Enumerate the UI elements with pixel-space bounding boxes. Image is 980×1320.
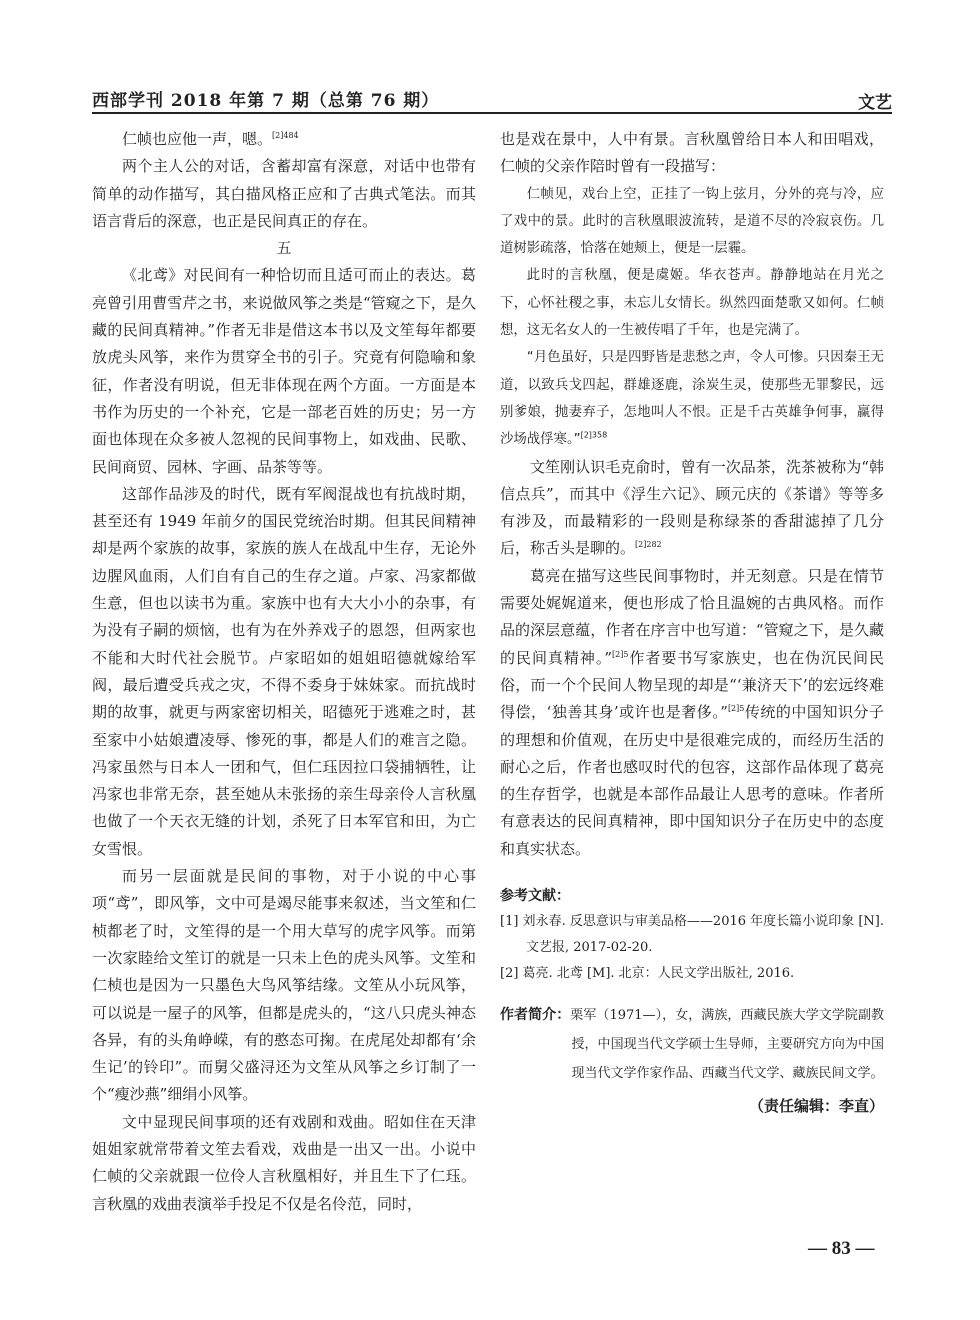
running-header	[92, 86, 892, 113]
paragraph: 也是戏在景中，人中有景。言秋凰曾给日本人和田唱戏，仁帧的父亲作陪时曾有一段描写：	[500, 130, 884, 176]
left-column	[92, 126, 476, 1218]
section-label: 文艺	[858, 93, 892, 113]
citation: [2]5	[727, 704, 745, 714]
paragraph: 而另一层面就是民间的事物，对于小说的中心事项“鸢”，即风筝，文中可是竭尽能事来叙述，当文笙和仁桢都老了时，文笙得的是一个用大草写的虎字风筝。而第一次家睦给文笙订的就是一只未上色的虎头风筝。文笙和仁桢也是因为一只墨色大鸟风筝结缘。文笙从小玩风筝，可以说是一屋子的风筝，但都是虎头的，“这八只虎头神态各异，有的头角峥嵘，有的憨态可掬。在虎尾处却都有‘余生记’的铃印”。而舅父盛浔还为文笙从风筝之乡订制了一个“瘦沙燕”细绢小风筝。	[92, 867, 476, 1104]
page-number: — 83 —	[808, 1238, 875, 1259]
header-rule	[92, 112, 892, 114]
citation: [2]358	[580, 430, 608, 440]
block-quote: “月色虽好，只是四野皆是悲愁之声，令人可惨。只因秦王无道，以致兵戈四起，群雄逐鹿，涂炭生灵，使那些无罪黎民，远别爹娘，抛妻弃子，怎地叫人不恨。正是千古英雄争何事，赢得沙场战俘寒。”$^{[2]358}$	[500, 350, 884, 448]
block-quote: 此时的言秋凰，便是虞姬。华衣苍声。静静地站在月光之下，心怀社稷之事，未忘儿女情长。纵然四面楚歌又如何。仁帧想，这无名女人的一生被传唱了千年，也是完满了。	[500, 268, 884, 339]
citation: [2]5	[611, 649, 629, 659]
journal-title: 西部学刊 2018 年第 7 期（总第 76 期）	[92, 91, 440, 111]
author-label: 作者简介：	[500, 1007, 571, 1024]
paragraph: 《北鸢》对民间有一种恰切而且适可而止的表达。葛亮曾引用曹雪芹之书，来说做风筝之类是“管窥之下，是久藏的民间真精神。”作者无非是借这本书以及文笙每年都要放虎头风筝，来作为贯穿全书的引子。究竟有何隐喻和象征，作者没有明说，但无非体现在两个方面。一方面是本书作为历史的一个补充，它是一部老百姓的历史；另一方面也体现在众多被人忽视的民间事物上，如戏曲、民歌、民间商贸、园林、字画、品茶等等。	[92, 266, 476, 476]
reference-item: [2] 葛亮. 北鸢 [M]. 北京：人民文学出版社, 2016.	[500, 966, 795, 982]
block-quote: 仁帧见，戏台上空，正挂了一钩上弦月，分外的亮与冷，应了戏中的景。此时的言秋凰眼波流转，是道不尽的冷寂哀伤。几道树影疏落，恰落在她颊上，便是一层霾。	[500, 186, 884, 257]
section-heading: 五	[276, 239, 292, 258]
references-heading: 参考文献：	[500, 888, 570, 905]
paragraph: 文中显现民间事项的还有戏剧和戏曲。昭如住在天津姐姐家就常带着文笙去看戏，戏曲是一出又一出。小说中仁帧的父亲就跟一位伶人言秋凰相好，并且生下了仁珏。言秋凰的戏曲表演举手投足不仅是名伶范，同时，	[92, 1112, 476, 1213]
author-bio: 作者简介：栗军（1971—），女，满族，西藏民族大学文学院副教授，中国现当代文学硕士生导师，主要研究方向为中国现当代文学作家作品、西藏当代文学、藏族民间文学。	[500, 1007, 885, 1082]
responsible-editor: （责任编辑：李直）	[748, 1097, 884, 1116]
paragraph: 仁帧也应他一声，嗯。$^{[2]484}$	[122, 130, 299, 148]
paragraph: 两个主人公的对话，含蓄却富有深意，对话中也带有简单的动作描写，其白描风格正应和了古典式笔法。而其语言背后的深意，也正是民间真正的存在。	[92, 157, 476, 230]
citation: [2]282	[635, 540, 662, 550]
paragraph: 文笙刚认识毛克俞时，曾有一次品茶，洗茶被称为“韩信点兵”，而其中《浮生六记》、顾元庆的《茶谱》等等多有涉及，而最精彩的一段则是称绿茶的香甜滤掉了几分后，称舌头是聊的。$^{[2]282}$	[500, 457, 884, 558]
right-column	[500, 126, 884, 1120]
reference-item: [1] 刘永春. 反思意识与审美品格——2016 年度长篇小说印象 [N]. 文艺报, 2017-02-20.	[500, 914, 884, 956]
paragraph: 这部作品涉及的时代，既有军阀混战也有抗战时期，甚至还有 1949 年前夕的国民党统治时期。但其民间精神却是两个家族的故事，家族的族人在战乱中生存，无论外边腥风血雨，人们自有自己的生存之道。卢家、冯家都做生意，但也以读书为重。家族中也有大大小小的杂事，有为没有子嗣的烦恼，也有为在外养戏子的恩怨，但两家也不能和大时代社会脱节。卢家昭如的姐姐昭德就嫁给军阀，最后遭受兵戎之灾，不得不委身于妹妹家。而抗战时期的故事，就更与两家密切相关，昭德死于逃难之时，甚至家中小姑娘遭凌辱、惨死的事，都是人们的难言之隐。冯家虽然与日本人一团和气，但仁珏因拉口袋捕牺牲，让冯家也非常无奈，甚至她从未张扬的亲生母亲伶人言秋凰也做了一个天衣无缝的计划，杀死了日本军官和田，为亡女雪恨。	[92, 484, 476, 858]
citation: [2]484	[272, 131, 299, 140]
paragraph: 葛亮在描写这些民间事物时，并无刻意。只是在情节需要处娓娓道来，便也形成了恰且温婉的古典风格。而作品的深层意蕴，作者在序言中也写道：“管窥之下，是久藏的民间真精神。”$^{[2]5}$作者要书写家族史，也在伪沉民间民俗，而一个个民间人物呈现的却是“‘兼济天下’的宏远终难得偿，‘独善其身’或许也是奢侈。”$^{[2]5}$传统的中国知识分子的理想和价值观，在历史中是很难完成的，而经历生活的耐心之后，作者也感叹时代的包容，这部作品体现了葛亮的生存哲学，也就是本部作品最让人思考的意味。作者所有意表达的民间真精神，即中国知识分子在历史中的态度和真实状态。	[500, 566, 884, 858]
